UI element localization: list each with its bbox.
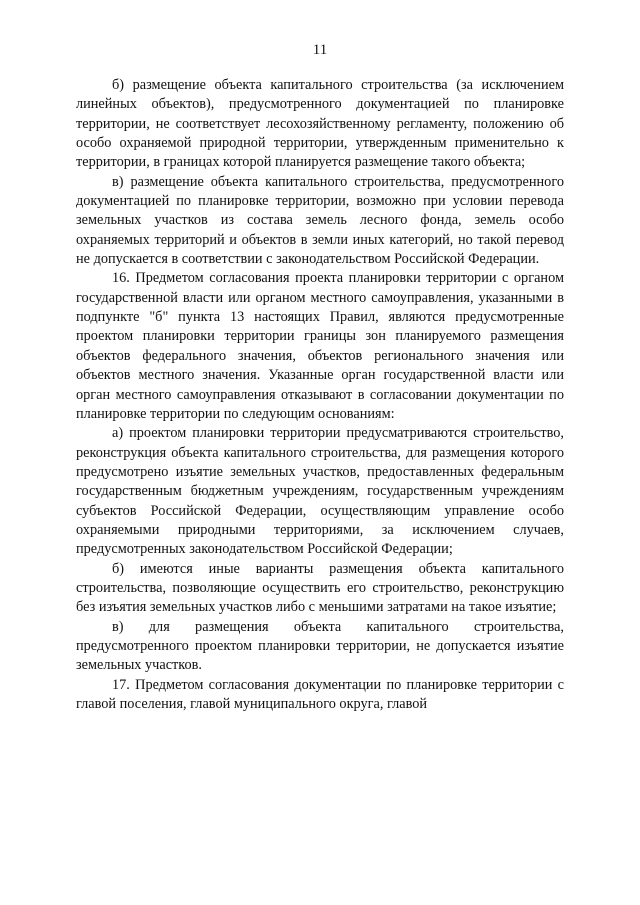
paragraph-17-approval-subject: 17. Предметом согласования документации по планировке территории с главой поселения, главой муниципального округа, главой (76, 676, 564, 712)
document-body (76, 76, 564, 714)
paragraph-b-forest-regulation: б) размещение объекта капитального строительства (за исключением линейных объектов), предусмотренного документацией по планировке территории, не соответствует лесохозяйственному регламенту, положению об особо охраняемой природной территории, утвержденным применительно к территории, в границах которой планируется размещение такого объекта; (76, 77, 564, 171)
page-number: 11 (312, 42, 328, 58)
paragraph-b-alternatives: б) имеются иные варианты размещения объекта капитального строительства, позволяющие осуществить его строительство, реконструкцию без изъятия земельных участков либо с меньшими затратами на такое изъятие; (76, 560, 564, 616)
paragraph-16-approval-subject: 16. Предметом согласования проекта планировки территории с органом государственной власти или органом местного самоуправления, указанными в подпункте "б" пункта 13 настоящих Правил, являются предусмотренные проектом планировки территории границы зон планируемого размещения объектов федерального значения, объектов регионального значения или объектов местного значения. Указанные орган государственной власти или орган местного самоуправления отказывают в согласовании документации по планировке территории по следующим основаниям: (76, 270, 564, 422)
paragraph-v-land-transfer: в) размещение объекта капитального строительства, предусмотренного документацией по планировке территории, возможно при условии перевода земельных участков из состава земель лесного фонда, земель особо охраняемых территорий и объектов в земли иных категорий, но такой перевод не допускается в соответствии с законодательством Российской Федерации. (76, 173, 564, 268)
paragraph-a-land-seizure: а) проектом планировки территории предусматриваются строительство, реконструкция объекта капитального строительства, для размещения которого предусмотрено изъятие земельных участков, предоставленных федеральным государственным бюджетным учреждениям, государственным учреждениям субъектов Российской Федерации, осуществляющим управление особо охраняемыми природными территориями, за исключением случаев, предусмотренных законодательством Российской Федерации; (76, 425, 564, 558)
paragraph-v-seizure-not-allowed: в) для размещения объекта капитального строительства, предусмотренного проектом планировки территории, не допускается изъятие земельных участков. (76, 618, 564, 674)
